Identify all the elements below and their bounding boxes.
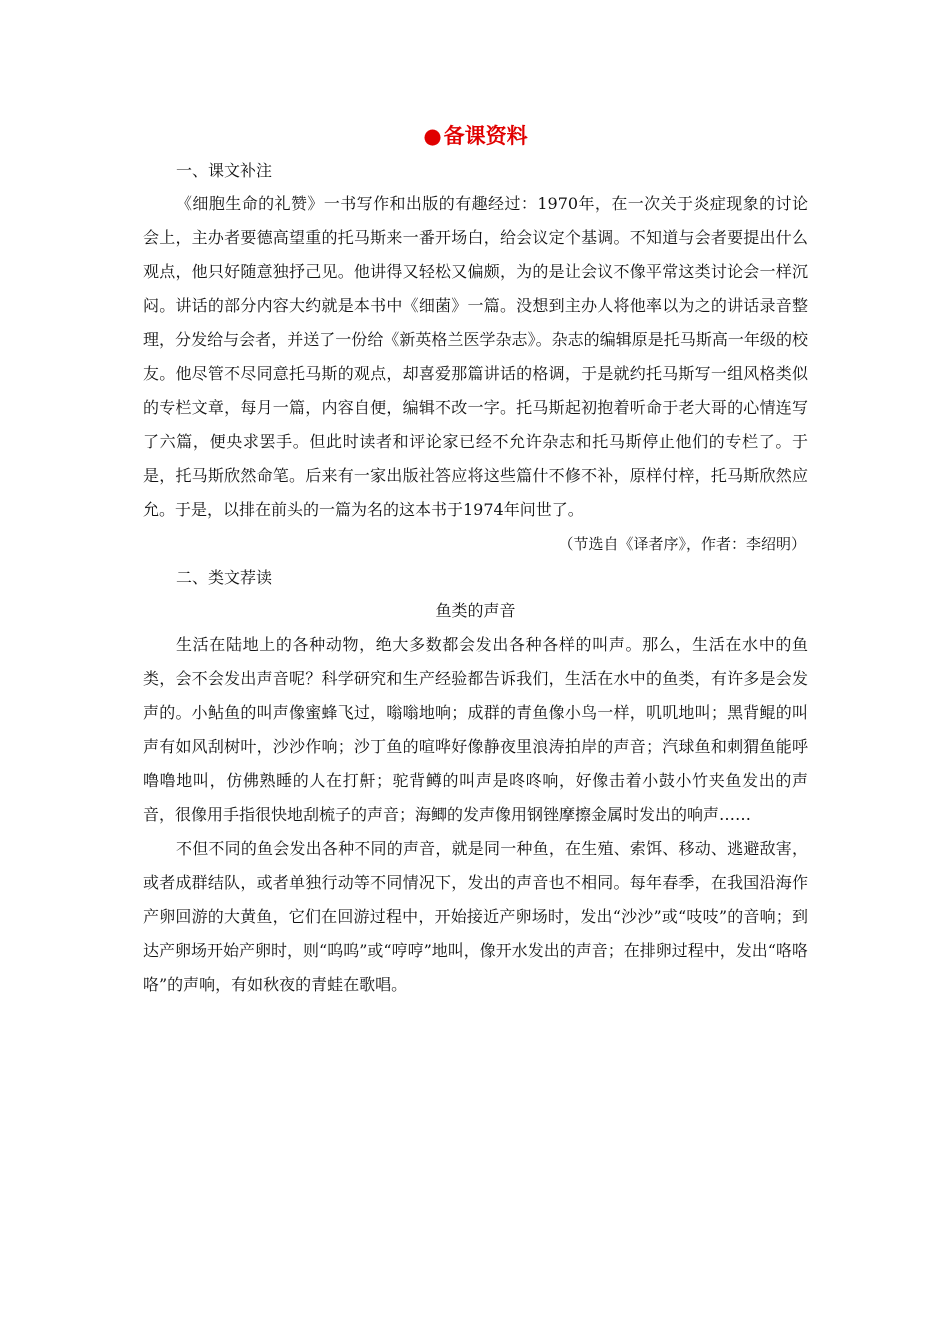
page-title (143, 118, 808, 154)
section1-paragraph: 《细胞生命的礼赞》一书写作和出版的有趣经过：1970年，在一次关于炎症现象的讨论会上，主办者要德高望重的托马斯来一番开场白，给会议定个基调。不知道与会者要提出什么观点，他只好随意独抒己见。他讲得又轻松又偏颇，为的是让会议不像平常这类讨论会一样沉闷。讲话的部分内容大约就是本书中《细菌》一篇。没想到主办人将他率以为之的讲话录音整理，分发给与会者，并送了一份给《新英格兰医学杂志》。杂志的编辑原是托马斯高一年级的校友。他尽管不尽同意托马斯的观点，却喜爱那篇讲话的格调，于是就约托马斯写一组风格类似的专栏文章，每月一篇，内容自便，编辑不改一字。托马斯起初抱着听命于老大哥的心情连写了六篇，便央求罢手。但此时读者和评论家已经不允许杂志和托马斯停止他们的专栏了。于是，托马斯欣然命笔。后来有一家出版社答应将这些篇什不修不补，原样付梓，托马斯欣然应允。于是，以排在前头的一篇为名的这本书于1974年问世了。 (143, 194, 808, 519)
document-page (143, 118, 808, 1002)
section1-heading: 一、课文补注 (176, 161, 273, 180)
page-title-text: 备课资料 (443, 124, 528, 148)
article-paragraph-1: 生活在陆地上的各种动物，绝大多数都会发出各种各样的叫声。那么，生活在水中的鱼类，会不会发出声音呢？科学研究和生产经验都告诉我们，生活在水中的鱼类，有许多是会发声的。小鲇鱼的叫声像蜜蜂飞过，嗡嗡地响；成群的青鱼像小鸟一样，叽叽地叫；黑背鲲的叫声有如风刮树叶，沙沙作响；沙丁鱼的喧哗好像静夜里浪涛拍岸的声音；汽球鱼和刺猬鱼能呼噜噜地叫，仿佛熟睡的人在打鼾；驼背鳟的叫声是咚咚响，好像击着小鼓小竹夹鱼发出的声音，很像用手指很快地刮梳子的声音；海鲫的发声像用钢锉摩擦金属时发出的响声…… (143, 635, 808, 824)
section2-heading: 二、类文荐读 (176, 568, 273, 587)
red-bullet-icon: ● (423, 124, 442, 148)
section1-source: （节选自《译者序》，作者：李绍明） (558, 535, 806, 553)
article-paragraph-2: 不但不同的鱼会发出各种不同的声音，就是同一种鱼，在生殖、索饵、移动、逃避敌害，或者成群结队，或者单独行动等不同情况下，发出的声音也不相同。每年春季，在我国沿海作产卵回游的大黄鱼，它们在回游过程中，开始接近产卵场时，发出“沙沙”或“吱吱”的音响；到达产卵场开始产卵时，则“呜呜”或“哼哼”地叫，像开水发出的声音；在排卵过程中，发出“咯咯咯”的声响，有如秋夜的青蛙在歌唱。 (143, 839, 808, 994)
article-title: 鱼类的声音 (435, 601, 516, 620)
